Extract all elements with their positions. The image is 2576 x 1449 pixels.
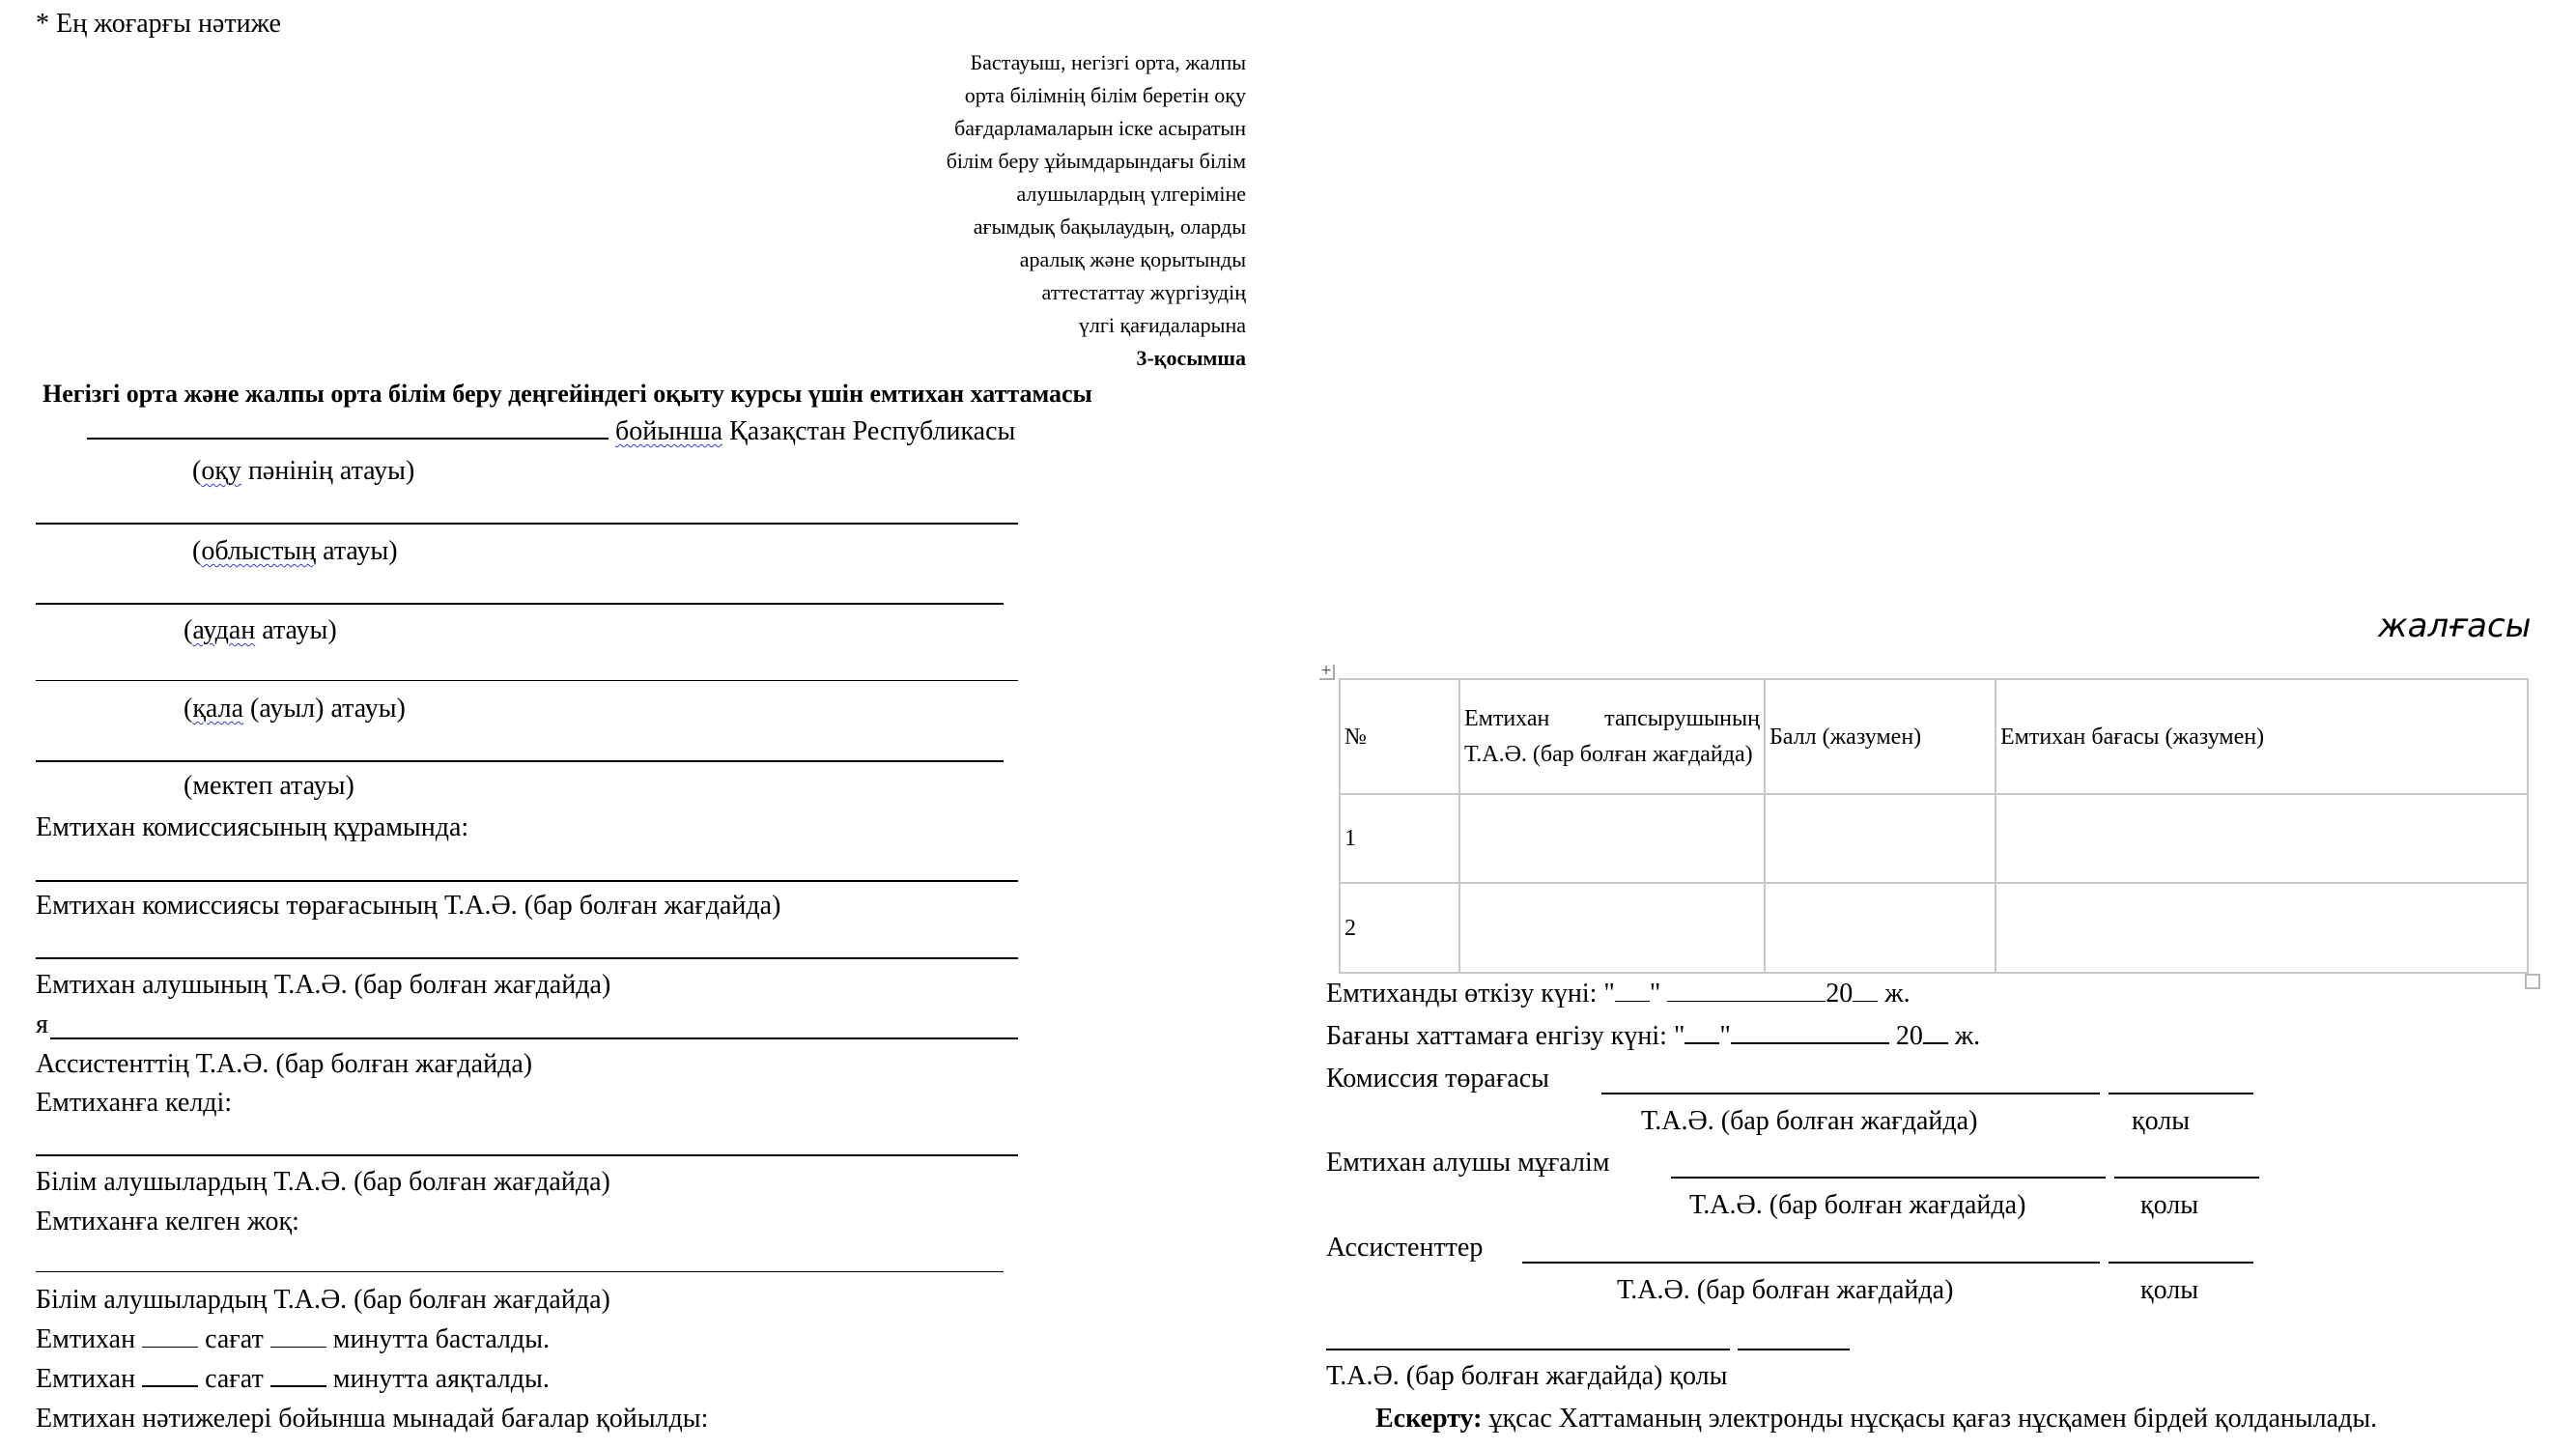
caption-word: оқу <box>201 456 241 486</box>
header-line: бағдарламаларын іске асыратын <box>954 116 1246 140</box>
assistant-blank-line[interactable] <box>50 1037 1018 1039</box>
row-score-cell[interactable] <box>1765 883 1996 973</box>
end-hour-blank[interactable] <box>142 1364 198 1387</box>
entry-day-blank[interactable] <box>1684 1021 1719 1044</box>
chair-sign-blank[interactable] <box>2109 1093 2253 1094</box>
caption-rest: атауы) <box>316 536 398 566</box>
caption-rest: (ауыл) атауы) <box>243 694 406 724</box>
document-title: Негізгі орта және жалпы орта білім беру деңгейіндегі оқыту курсы үшін емтихан хаттамасы <box>42 380 1092 408</box>
exam-date-text-c: 20 <box>1826 979 1854 1009</box>
appendix-number: 3-қосымша <box>1136 346 1246 370</box>
entry-date-text-a: Бағаны хаттамаға енгізу күні: " <box>1326 1021 1685 1051</box>
subject-caption: (оқу пәнінің атауы) <box>192 456 415 486</box>
attended-label: Емтиханға келді: <box>36 1088 233 1118</box>
table-row <box>1340 883 2528 973</box>
row-name-cell[interactable] <box>1459 794 1765 883</box>
assistants-sign-blank[interactable] <box>2109 1262 2253 1264</box>
assistants-fio-caption: Т.А.Ә. (бар болған жағдайда) <box>1617 1275 1954 1305</box>
entry-year-blank[interactable] <box>1923 1021 1948 1044</box>
chair-sign-caption: қолы <box>2132 1106 2191 1136</box>
ended-text-b: сағат <box>198 1364 270 1394</box>
footnote: * Ең жоғарғы нәтиже <box>36 9 281 39</box>
city-blank-line[interactable] <box>36 680 1018 681</box>
entry-date-text-b: " <box>1719 1021 1731 1051</box>
absent-blank-line[interactable] <box>36 1271 1004 1272</box>
header-line: білім беру ұйымдарындағы білім <box>946 149 1246 173</box>
subject-line-word: бойынша <box>615 416 723 446</box>
assistants-label: Ассистенттер <box>1326 1233 1484 1263</box>
school-blank-line[interactable] <box>36 760 1004 762</box>
exam-date-line <box>1326 978 1911 1010</box>
appendix-header-block <box>947 46 1246 375</box>
started-text-c: минутта басталды. <box>326 1324 551 1354</box>
assistant-caption: Ассистенттің Т.А.Ә. (бар болған жағдайда) <box>36 1049 533 1079</box>
exam-day-blank[interactable] <box>1615 980 1650 1002</box>
caption-word: қала <box>192 694 244 724</box>
note-text: ұқсас Хаттаманың электронды нұсқасы қағаз нұсқамен бірдей қолданылады. <box>1482 1404 2378 1434</box>
entry-date-line <box>1326 1020 1980 1053</box>
teacher-label: Емтихан алушы мұғалім <box>1326 1148 1610 1178</box>
ended-text-c: минутта аяқталды. <box>326 1364 550 1394</box>
extra-sign-blank[interactable] <box>1738 1349 1850 1350</box>
extra-fio-blank[interactable] <box>1326 1349 1730 1350</box>
grades-table <box>1339 678 2529 974</box>
region-blank-line[interactable] <box>36 523 1018 525</box>
ya-prefix: я <box>36 1009 48 1039</box>
start-minute-blank[interactable] <box>270 1325 326 1348</box>
started-text-b: сағат <box>198 1324 270 1354</box>
caption-rest: атауы) <box>255 615 337 645</box>
row-name-cell[interactable] <box>1459 883 1765 973</box>
header-line: аралық және қорытынды <box>1019 247 1246 271</box>
note <box>1375 1403 2377 1435</box>
district-blank-line[interactable] <box>36 603 1004 605</box>
entry-month-blank[interactable] <box>1731 1021 1889 1044</box>
examiner-caption: Емтихан алушының Т.А.Ә. (бар болған жағдайда) <box>36 970 611 1000</box>
entry-date-text-c: 20 <box>1888 1021 1923 1051</box>
results-label: Емтихан нәтижелері бойынша мынадай бағалар қойылды: <box>36 1404 709 1434</box>
header-cell-score: Балл (жазумен) <box>1765 679 1996 794</box>
note-label: Ескерту: <box>1375 1404 1483 1434</box>
exam-started-line <box>36 1323 550 1356</box>
attended-blank-line[interactable] <box>36 1154 1018 1156</box>
district-caption: (аудан атауы) <box>184 615 337 645</box>
examiner-blank-line[interactable] <box>36 957 1018 959</box>
table-move-handle-icon[interactable]: + <box>1319 665 1335 680</box>
header-line: алушылардың үлгеріміне <box>1016 182 1246 206</box>
continuation-label: жалғасы <box>2378 607 2532 645</box>
row-grade-cell[interactable] <box>1996 883 2528 973</box>
row-grade-cell[interactable] <box>1996 794 2528 883</box>
caption-word: облыстың <box>201 536 317 566</box>
subject-line-rest: Қазақстан Республикасы <box>722 416 1016 446</box>
exam-month-blank[interactable] <box>1667 980 1826 1002</box>
attended-students-caption: Білім алушылардың Т.А.Ә. (бар болған жағдайда) <box>36 1167 610 1197</box>
chair-caption: Емтихан комиссиясы төрағасының Т.А.Ә. (бар болған жағдайда) <box>36 891 781 921</box>
subject-line <box>87 415 1015 448</box>
absent-label: Емтиханға келген жоқ: <box>36 1207 299 1236</box>
started-text-a: Емтихан <box>36 1324 143 1354</box>
assistants-sign-caption: қолы <box>2140 1275 2199 1305</box>
exam-date-text-b: " <box>1649 979 1668 1009</box>
commission-label: Емтихан комиссиясының құрамында: <box>36 812 469 842</box>
header-line: Бастауыш, негізгі орта, жалпы <box>970 50 1246 74</box>
teacher-fio-blank[interactable] <box>1671 1177 2106 1179</box>
school-caption: (мектеп атауы) <box>184 771 354 801</box>
exam-year-blank[interactable] <box>1853 980 1878 1002</box>
header-line: ағымдық бақылаудың, оларды <box>973 214 1246 239</box>
subject-blank[interactable] <box>87 416 609 440</box>
assistants-fio-blank[interactable] <box>1522 1262 2100 1264</box>
start-hour-blank[interactable] <box>142 1325 198 1348</box>
header-cell-grade: Емтихан бағасы (жазумен) <box>1996 679 2528 794</box>
teacher-fio-caption: Т.А.Ә. (бар болған жағдайда) <box>1689 1190 2026 1220</box>
extra-fio-sign-caption: Т.А.Ә. (бар болған жағдайда) қолы <box>1326 1361 1728 1391</box>
chair-fio-blank[interactable] <box>1601 1093 2100 1094</box>
header-line: орта білімнің білім беретін оқу <box>964 83 1246 107</box>
table-header-row <box>1340 679 2528 794</box>
absent-students-caption: Білім алушылардың Т.А.Ә. (бар болған жағдайда) <box>36 1285 610 1315</box>
exam-date-text-a: Емтиханды өткізу күні: " <box>1326 979 1615 1009</box>
row-number: 1 <box>1340 794 1459 883</box>
row-number: 2 <box>1340 883 1459 973</box>
chair-fio-caption: Т.А.Ә. (бар болған жағдайда) <box>1641 1106 1978 1136</box>
entry-date-text-d: ж. <box>1947 1021 1981 1051</box>
header-line: үлгі қағидаларына <box>1078 313 1246 337</box>
teacher-sign-caption: қолы <box>2140 1190 2199 1220</box>
exam-ended-line <box>36 1363 550 1396</box>
header-cell-number: № <box>1340 679 1459 794</box>
row-score-cell[interactable] <box>1765 794 1996 883</box>
table-row <box>1340 794 2528 883</box>
chair-label: Комиссия төрағасы <box>1326 1064 1549 1094</box>
teacher-sign-blank[interactable] <box>2114 1177 2259 1179</box>
header-line: аттестаттау жүргізудің <box>1041 280 1246 304</box>
caption-word: аудан <box>192 615 256 645</box>
table-resize-handle-icon[interactable] <box>2525 974 2540 989</box>
ended-text-a: Емтихан <box>36 1364 143 1394</box>
caption-rest: пәнінің атауы) <box>241 456 415 486</box>
commission-blank-line[interactable] <box>36 880 1018 882</box>
end-minute-blank[interactable] <box>270 1364 326 1387</box>
city-caption: (қала (ауыл) атауы) <box>184 694 406 724</box>
exam-date-text-d: ж. <box>1878 979 1911 1009</box>
region-caption: (облыстың атауы) <box>192 536 398 566</box>
header-cell-name: Емтихан тапсырушының Т.А.Ә. (бар болған жағдайда) <box>1459 679 1765 794</box>
